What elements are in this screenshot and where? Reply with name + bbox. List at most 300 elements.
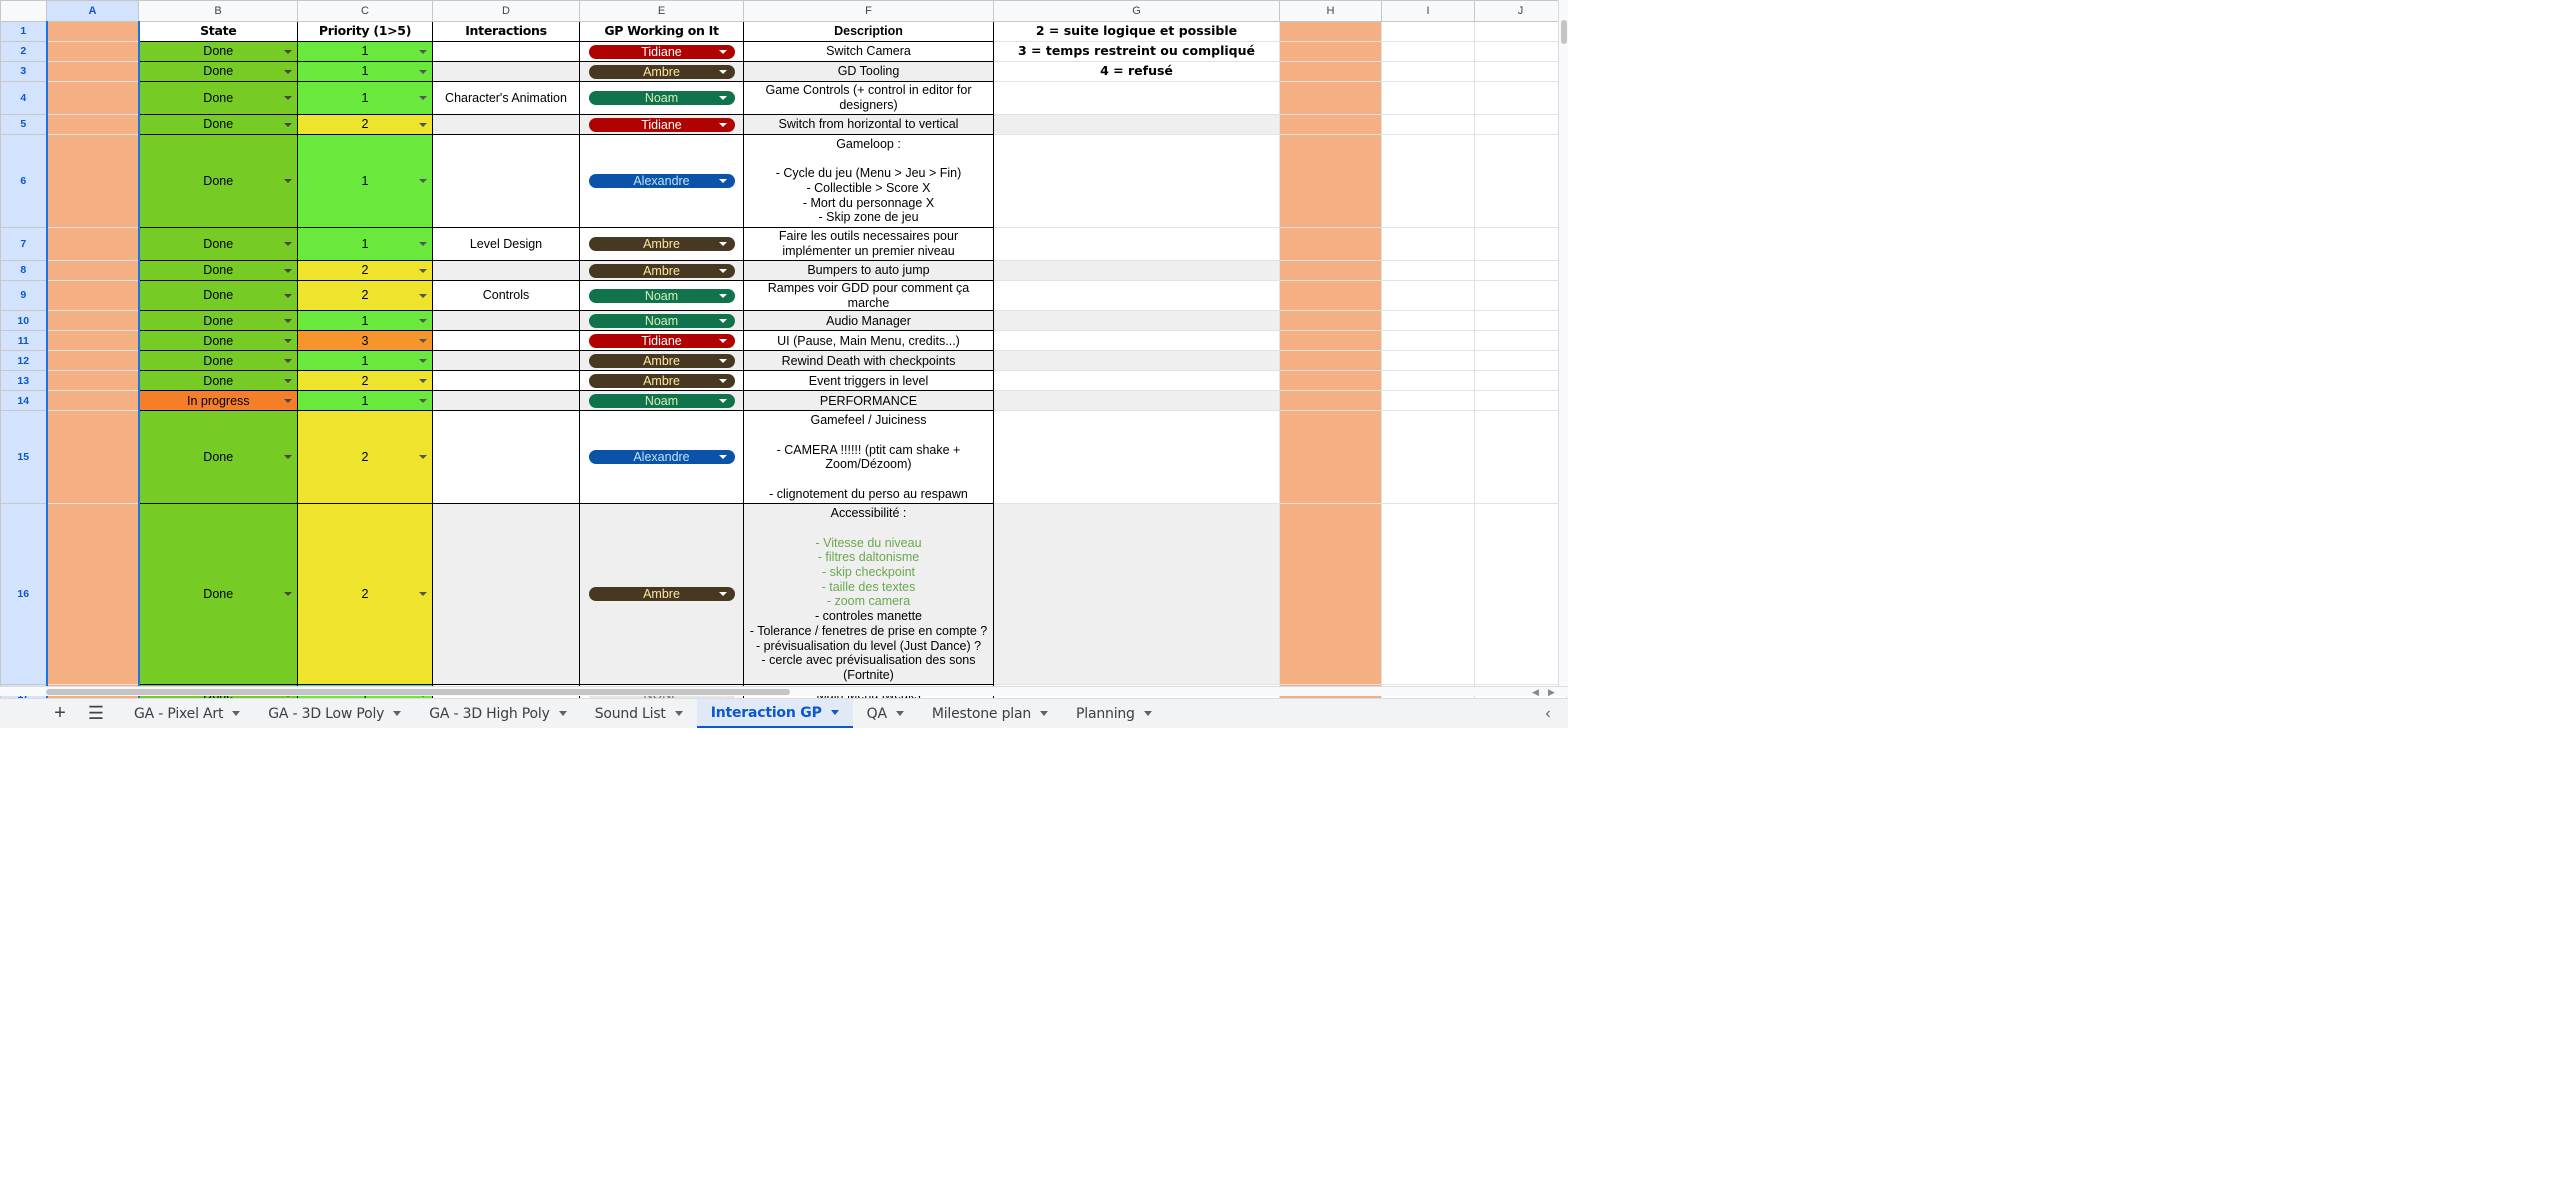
interactions-cell[interactable] bbox=[433, 411, 580, 504]
horizontal-scrollbar[interactable] bbox=[0, 686, 1568, 696]
table-row bbox=[1, 331, 1567, 351]
triangle-down-icon[interactable] bbox=[419, 123, 427, 127]
table-row bbox=[1, 281, 1567, 311]
column-header-e[interactable]: E bbox=[580, 1, 744, 22]
column-i-cell[interactable] bbox=[1382, 115, 1475, 135]
row-header[interactable]: 14 bbox=[1, 391, 47, 411]
column-a-cell[interactable] bbox=[47, 351, 139, 371]
triangle-down-icon[interactable] bbox=[284, 319, 292, 323]
description-cell[interactable] bbox=[744, 504, 994, 685]
description-cell[interactable] bbox=[744, 331, 994, 351]
interactions-cell[interactable] bbox=[433, 62, 580, 82]
tab-ga-3d-high-poly[interactable] bbox=[415, 699, 580, 728]
state-dropdown[interactable] bbox=[139, 281, 298, 311]
interactions-cell[interactable] bbox=[433, 331, 580, 351]
column-i-cell[interactable] bbox=[1382, 311, 1475, 331]
column-h-cell[interactable] bbox=[1280, 82, 1382, 115]
row-header-1[interactable]: 1 bbox=[1, 22, 47, 42]
column-header-g[interactable]: G bbox=[994, 1, 1280, 22]
tab-interaction-gp[interactable] bbox=[697, 699, 853, 728]
gp-chip-dropdown[interactable] bbox=[589, 450, 735, 464]
state-dropdown[interactable] bbox=[139, 351, 298, 371]
triangle-down-icon[interactable] bbox=[419, 242, 427, 246]
column-g-cell[interactable] bbox=[994, 331, 1280, 351]
priority-dropdown[interactable] bbox=[298, 311, 433, 331]
sheet-tab-bar bbox=[0, 698, 1568, 728]
column-h-cell[interactable] bbox=[1280, 391, 1382, 411]
gp-cell[interactable] bbox=[580, 311, 744, 331]
column-g-cell[interactable] bbox=[994, 261, 1280, 281]
triangle-down-icon[interactable] bbox=[284, 359, 292, 363]
table-row bbox=[1, 504, 1567, 685]
column-g-cell[interactable] bbox=[994, 371, 1280, 391]
state-value: Done bbox=[203, 117, 234, 132]
triangle-down-icon[interactable] bbox=[719, 379, 727, 383]
cell-j1[interactable] bbox=[1475, 22, 1567, 42]
column-i-cell[interactable] bbox=[1382, 228, 1475, 261]
table-row bbox=[1, 42, 1567, 62]
column-g-cell[interactable] bbox=[994, 228, 1280, 261]
gp-header[interactable]: GP Working on It bbox=[580, 22, 744, 42]
interactions-cell[interactable] bbox=[433, 261, 580, 281]
interactions-cell[interactable] bbox=[433, 351, 580, 371]
triangle-down-icon[interactable] bbox=[719, 242, 727, 246]
row-header[interactable]: 10 bbox=[1, 311, 47, 331]
triangle-down-icon[interactable] bbox=[719, 339, 727, 343]
description-cell[interactable] bbox=[744, 371, 994, 391]
triangle-down-icon[interactable] bbox=[419, 359, 427, 363]
triangle-down-icon[interactable] bbox=[419, 319, 427, 323]
column-j-cell[interactable] bbox=[1475, 391, 1567, 411]
interactions-cell[interactable] bbox=[433, 371, 580, 391]
column-a-cell[interactable] bbox=[47, 228, 139, 261]
column-j-cell[interactable] bbox=[1475, 411, 1567, 504]
chevron-down-icon[interactable] bbox=[1040, 711, 1048, 716]
triangle-down-icon[interactable] bbox=[284, 339, 292, 343]
column-g-cell[interactable] bbox=[994, 135, 1280, 228]
state-dropdown[interactable] bbox=[139, 228, 298, 261]
state-dropdown[interactable] bbox=[139, 261, 298, 281]
column-i-cell[interactable] bbox=[1382, 411, 1475, 504]
chevron-down-icon[interactable] bbox=[559, 711, 567, 716]
gp-chip-dropdown[interactable] bbox=[589, 314, 735, 328]
gp-chip-dropdown[interactable] bbox=[589, 174, 735, 188]
priority-value: 1 bbox=[361, 313, 369, 328]
column-j-cell[interactable] bbox=[1475, 228, 1567, 261]
cell-a1[interactable] bbox=[47, 22, 139, 42]
triangle-down-icon[interactable] bbox=[284, 294, 292, 298]
gp-chip-dropdown[interactable] bbox=[589, 587, 735, 601]
scroll-left-icon[interactable]: ◀ bbox=[1532, 687, 1539, 697]
gp-cell[interactable] bbox=[580, 504, 744, 685]
description-cell[interactable] bbox=[744, 261, 994, 281]
state-header[interactable]: State bbox=[139, 22, 298, 42]
priority-dropdown[interactable] bbox=[298, 411, 433, 504]
description-cell[interactable] bbox=[744, 311, 994, 331]
column-i-cell[interactable] bbox=[1382, 82, 1475, 115]
priority-dropdown[interactable] bbox=[298, 62, 433, 82]
priority-dropdown[interactable] bbox=[298, 42, 433, 62]
description-line: - prévisualisation du level (Just Dance) ? bbox=[755, 638, 982, 653]
triangle-down-icon[interactable] bbox=[284, 96, 292, 100]
column-a-cell[interactable] bbox=[47, 311, 139, 331]
row-header[interactable]: 5 bbox=[1, 115, 47, 135]
gp-cell[interactable] bbox=[580, 331, 744, 351]
column-j-cell[interactable] bbox=[1475, 261, 1567, 281]
column-g-cell[interactable] bbox=[994, 351, 1280, 371]
cell-i1[interactable] bbox=[1382, 22, 1475, 42]
column-h-cell[interactable] bbox=[1280, 411, 1382, 504]
priority-dropdown[interactable] bbox=[298, 391, 433, 411]
column-i-cell[interactable] bbox=[1382, 331, 1475, 351]
column-header-i[interactable]: I bbox=[1382, 1, 1475, 22]
description-cell[interactable] bbox=[744, 115, 994, 135]
chevron-down-icon[interactable] bbox=[232, 711, 240, 716]
gp-cell[interactable] bbox=[580, 371, 744, 391]
interactions-cell[interactable] bbox=[433, 391, 580, 411]
column-a-cell[interactable] bbox=[47, 42, 139, 62]
column-header-j[interactable]: J bbox=[1475, 1, 1567, 22]
priority-dropdown[interactable] bbox=[298, 371, 433, 391]
state-dropdown[interactable] bbox=[139, 115, 298, 135]
column-h-cell[interactable] bbox=[1280, 135, 1382, 228]
tab-planning[interactable] bbox=[1062, 699, 1166, 728]
triangle-down-icon[interactable] bbox=[719, 50, 727, 54]
gp-name: Ambre bbox=[643, 64, 680, 79]
column-i-cell[interactable] bbox=[1382, 391, 1475, 411]
column-header-b[interactable]: B bbox=[139, 1, 298, 22]
column-j-cell[interactable] bbox=[1475, 281, 1567, 311]
row-header[interactable]: 11 bbox=[1, 331, 47, 351]
gp-chip-dropdown[interactable] bbox=[589, 334, 735, 348]
column-h-cell[interactable] bbox=[1280, 115, 1382, 135]
gp-chip-dropdown[interactable] bbox=[589, 118, 735, 132]
gp-chip-dropdown[interactable] bbox=[589, 45, 735, 59]
column-j-cell[interactable] bbox=[1475, 115, 1567, 135]
column-i-cell[interactable] bbox=[1382, 351, 1475, 371]
description-line: Gameloop : bbox=[836, 136, 901, 151]
chevron-down-icon[interactable] bbox=[1144, 711, 1152, 716]
menu-icon[interactable]: ☰ bbox=[87, 703, 105, 723]
triangle-down-icon[interactable] bbox=[419, 399, 427, 403]
gp-cell[interactable] bbox=[580, 228, 744, 261]
description-header[interactable]: Description bbox=[744, 22, 994, 42]
description-line: - filtres daltonisme bbox=[817, 550, 920, 565]
row-header[interactable]: 15 bbox=[1, 411, 47, 504]
column-g-cell[interactable] bbox=[994, 504, 1280, 685]
interactions-cell[interactable] bbox=[433, 115, 580, 135]
tab-milestone-plan[interactable] bbox=[918, 699, 1062, 728]
column-a-cell[interactable] bbox=[47, 135, 139, 228]
triangle-down-icon[interactable] bbox=[419, 339, 427, 343]
column-h-cell[interactable] bbox=[1280, 504, 1382, 685]
gp-chip-dropdown[interactable] bbox=[589, 264, 735, 278]
column-i-cell[interactable] bbox=[1382, 261, 1475, 281]
description-line: GD Tooling bbox=[837, 64, 900, 79]
interactions-cell[interactable]: Level Design bbox=[433, 228, 580, 261]
column-header-a[interactable]: A bbox=[47, 1, 139, 22]
description-line: - Cycle du jeu (Menu > Jeu > Fin) bbox=[775, 166, 962, 181]
column-a-cell[interactable] bbox=[47, 281, 139, 311]
state-dropdown[interactable] bbox=[139, 411, 298, 504]
gp-name: Tidiane bbox=[641, 333, 682, 348]
description-cell[interactable] bbox=[744, 351, 994, 371]
row-header[interactable]: 9 bbox=[1, 281, 47, 311]
column-a-cell[interactable] bbox=[47, 261, 139, 281]
gp-cell[interactable] bbox=[580, 135, 744, 228]
gp-chip-dropdown[interactable] bbox=[589, 91, 735, 105]
priority-dropdown[interactable] bbox=[298, 504, 433, 685]
triangle-down-icon[interactable] bbox=[284, 50, 292, 54]
column-g-cell[interactable] bbox=[994, 311, 1280, 331]
description-cell[interactable] bbox=[744, 228, 994, 261]
triangle-down-icon[interactable] bbox=[719, 294, 727, 298]
triangle-down-icon[interactable] bbox=[719, 319, 727, 323]
triangle-down-icon[interactable] bbox=[719, 123, 727, 127]
state-value: Done bbox=[203, 44, 234, 59]
triangle-down-icon[interactable] bbox=[419, 269, 427, 273]
description-cell[interactable] bbox=[744, 135, 994, 228]
priority-header[interactable]: Priority (1>5) bbox=[298, 22, 433, 42]
triangle-down-icon[interactable] bbox=[719, 179, 727, 183]
row-header[interactable]: 2 bbox=[1, 42, 47, 62]
triangle-down-icon[interactable] bbox=[419, 379, 427, 383]
chevron-left-icon[interactable]: ‹ bbox=[1545, 704, 1551, 722]
column-h-cell[interactable] bbox=[1280, 281, 1382, 311]
column-h-cell[interactable] bbox=[1280, 62, 1382, 82]
column-a-cell[interactable] bbox=[47, 62, 139, 82]
priority-dropdown[interactable] bbox=[298, 261, 433, 281]
column-h-cell[interactable] bbox=[1280, 331, 1382, 351]
state-dropdown[interactable] bbox=[139, 371, 298, 391]
gp-chip-dropdown[interactable] bbox=[589, 354, 735, 368]
gp-cell[interactable] bbox=[580, 351, 744, 371]
gp-cell[interactable] bbox=[580, 62, 744, 82]
sheet-grid[interactable] bbox=[0, 0, 1568, 686]
state-dropdown[interactable] bbox=[139, 331, 298, 351]
triangle-down-icon[interactable] bbox=[419, 50, 427, 54]
vertical-scrollbar[interactable] bbox=[1558, 0, 1568, 686]
column-a-cell[interactable] bbox=[47, 411, 139, 504]
triangle-down-icon[interactable] bbox=[284, 379, 292, 383]
gp-cell[interactable] bbox=[580, 411, 744, 504]
gp-chip-dropdown[interactable] bbox=[589, 394, 735, 408]
column-h-cell[interactable] bbox=[1280, 42, 1382, 62]
state-dropdown[interactable] bbox=[139, 82, 298, 115]
scroll-right-icon[interactable]: ▶ bbox=[1548, 687, 1555, 697]
priority-dropdown[interactable] bbox=[298, 115, 433, 135]
triangle-down-icon[interactable] bbox=[419, 96, 427, 100]
select-all-corner[interactable] bbox=[1, 1, 47, 22]
gp-chip-dropdown[interactable] bbox=[589, 65, 735, 79]
interactions-cell[interactable] bbox=[433, 504, 580, 685]
description-line: - Skip zone de jeu bbox=[818, 210, 919, 225]
priority-dropdown[interactable] bbox=[298, 281, 433, 311]
column-j-cell[interactable] bbox=[1475, 504, 1567, 685]
description-cell[interactable] bbox=[744, 411, 994, 504]
triangle-down-icon[interactable] bbox=[284, 179, 292, 183]
interactions-cell[interactable] bbox=[433, 135, 580, 228]
triangle-down-icon[interactable] bbox=[719, 399, 727, 403]
column-i-cell[interactable] bbox=[1382, 42, 1475, 62]
interactions-header[interactable]: Interactions bbox=[433, 22, 580, 42]
tab-ga-pixel-art[interactable] bbox=[120, 699, 254, 728]
column-h-cell[interactable] bbox=[1280, 228, 1382, 261]
vertical-scroll-thumb[interactable] bbox=[1561, 20, 1567, 44]
triangle-down-icon[interactable] bbox=[419, 70, 427, 74]
triangle-down-icon[interactable] bbox=[719, 70, 727, 74]
state-value: Done bbox=[203, 263, 234, 278]
table-row bbox=[1, 351, 1567, 371]
row-header[interactable]: 3 bbox=[1, 62, 47, 82]
triangle-down-icon[interactable] bbox=[719, 269, 727, 273]
triangle-down-icon[interactable] bbox=[284, 70, 292, 74]
description-cell[interactable] bbox=[744, 42, 994, 62]
column-j-cell[interactable] bbox=[1475, 62, 1567, 82]
gp-name: Tidiane bbox=[641, 117, 682, 132]
column-i-cell[interactable] bbox=[1382, 281, 1475, 311]
description-cell[interactable] bbox=[744, 281, 994, 311]
description-cell[interactable] bbox=[744, 62, 994, 82]
state-dropdown[interactable] bbox=[139, 62, 298, 82]
triangle-down-icon[interactable] bbox=[419, 455, 427, 459]
table-row bbox=[1, 228, 1567, 261]
cell-h1[interactable] bbox=[1280, 22, 1382, 42]
legend-line[interactable]: 3 = temps restreint ou compliqué bbox=[994, 42, 1280, 62]
column-header-d[interactable]: D bbox=[433, 1, 580, 22]
gp-chip-dropdown[interactable] bbox=[589, 374, 735, 388]
triangle-down-icon[interactable] bbox=[284, 399, 292, 403]
column-h-cell[interactable] bbox=[1280, 371, 1382, 391]
state-dropdown[interactable] bbox=[139, 311, 298, 331]
column-a-cell[interactable] bbox=[47, 504, 139, 685]
triangle-down-icon[interactable] bbox=[419, 179, 427, 183]
column-i-cell[interactable] bbox=[1382, 504, 1475, 685]
priority-dropdown[interactable] bbox=[298, 331, 433, 351]
column-a-cell[interactable] bbox=[47, 371, 139, 391]
interactions-cell[interactable] bbox=[433, 311, 580, 331]
tab-sound-list[interactable] bbox=[581, 699, 697, 728]
tab-label: GA - 3D High Poly bbox=[429, 705, 550, 722]
state-dropdown[interactable] bbox=[139, 504, 298, 685]
row-header[interactable]: 13 bbox=[1, 371, 47, 391]
tab-qa[interactable] bbox=[853, 699, 918, 728]
column-j-cell[interactable] bbox=[1475, 311, 1567, 331]
row-header[interactable]: 7 bbox=[1, 228, 47, 261]
chevron-down-icon[interactable] bbox=[675, 711, 683, 716]
priority-dropdown[interactable] bbox=[298, 228, 433, 261]
column-g-cell[interactable] bbox=[994, 391, 1280, 411]
column-a-cell[interactable] bbox=[47, 115, 139, 135]
state-dropdown[interactable] bbox=[139, 135, 298, 228]
legend-line[interactable]: 4 = refusé bbox=[994, 62, 1280, 82]
column-a-cell[interactable] bbox=[47, 331, 139, 351]
gp-cell[interactable] bbox=[580, 115, 744, 135]
chevron-down-icon[interactable] bbox=[896, 711, 904, 716]
column-g-cell[interactable] bbox=[994, 115, 1280, 135]
gp-chip-dropdown[interactable] bbox=[589, 289, 735, 303]
triangle-down-icon[interactable] bbox=[719, 96, 727, 100]
column-header-f[interactable]: F bbox=[744, 1, 994, 22]
state-dropdown[interactable] bbox=[139, 42, 298, 62]
interactions-cell[interactable]: Controls bbox=[433, 281, 580, 311]
chevron-down-icon[interactable] bbox=[831, 710, 839, 715]
priority-value: 1 bbox=[361, 353, 369, 368]
triangle-down-icon[interactable] bbox=[284, 592, 292, 596]
triangle-down-icon[interactable] bbox=[284, 123, 292, 127]
column-j-cell[interactable] bbox=[1475, 82, 1567, 115]
gp-cell[interactable] bbox=[580, 42, 744, 62]
gp-cell[interactable] bbox=[580, 82, 744, 115]
priority-dropdown[interactable] bbox=[298, 351, 433, 371]
column-g-cell[interactable] bbox=[994, 82, 1280, 115]
column-header-c[interactable]: C bbox=[298, 1, 433, 22]
column-g-cell[interactable] bbox=[994, 281, 1280, 311]
triangle-down-icon[interactable] bbox=[284, 269, 292, 273]
state-dropdown[interactable] bbox=[139, 391, 298, 411]
column-h-cell[interactable] bbox=[1280, 261, 1382, 281]
column-i-cell[interactable] bbox=[1382, 135, 1475, 228]
tab-ga-3d-low-poly[interactable] bbox=[254, 699, 415, 728]
priority-dropdown[interactable] bbox=[298, 135, 433, 228]
row-header[interactable]: 6 bbox=[1, 135, 47, 228]
description-cell[interactable] bbox=[744, 82, 994, 115]
triangle-down-icon[interactable] bbox=[719, 455, 727, 459]
description-cell[interactable] bbox=[744, 391, 994, 411]
description-line: Gamefeel / Juiciness bbox=[810, 413, 927, 428]
gp-name: Tidiane bbox=[641, 44, 682, 59]
interactions-cell[interactable]: Character's Animation bbox=[433, 82, 580, 115]
horizontal-scroll-thumb[interactable] bbox=[46, 689, 790, 695]
column-g-cell[interactable] bbox=[994, 411, 1280, 504]
chevron-down-icon[interactable] bbox=[393, 711, 401, 716]
triangle-down-icon[interactable] bbox=[284, 242, 292, 246]
gp-cell[interactable] bbox=[580, 261, 744, 281]
description-line: Game Controls (+ control in editor for bbox=[765, 83, 972, 98]
plus-icon[interactable]: + bbox=[54, 702, 66, 724]
column-i-cell[interactable] bbox=[1382, 371, 1475, 391]
row-header[interactable]: 4 bbox=[1, 82, 47, 115]
column-h-cell[interactable] bbox=[1280, 351, 1382, 371]
triangle-down-icon[interactable] bbox=[719, 592, 727, 596]
column-header-h[interactable]: H bbox=[1280, 1, 1382, 22]
state-value: Done bbox=[203, 288, 234, 303]
legend-line-1[interactable]: 2 = suite logique et possible bbox=[994, 22, 1280, 42]
row-header[interactable]: 12 bbox=[1, 351, 47, 371]
row-header[interactable]: 8 bbox=[1, 261, 47, 281]
column-i-cell[interactable] bbox=[1382, 62, 1475, 82]
triangle-down-icon[interactable] bbox=[284, 455, 292, 459]
column-j-cell[interactable] bbox=[1475, 135, 1567, 228]
triangle-down-icon[interactable] bbox=[719, 359, 727, 363]
interactions-cell[interactable] bbox=[433, 42, 580, 62]
column-j-cell[interactable] bbox=[1475, 331, 1567, 351]
column-a-cell[interactable] bbox=[47, 82, 139, 115]
column-j-cell[interactable] bbox=[1475, 351, 1567, 371]
column-a-cell[interactable] bbox=[47, 391, 139, 411]
column-j-cell[interactable] bbox=[1475, 42, 1567, 62]
triangle-down-icon[interactable] bbox=[419, 592, 427, 596]
triangle-down-icon[interactable] bbox=[419, 294, 427, 298]
gp-cell[interactable] bbox=[580, 281, 744, 311]
column-h-cell[interactable] bbox=[1280, 311, 1382, 331]
priority-value: 1 bbox=[361, 44, 369, 59]
gp-chip-dropdown[interactable] bbox=[589, 237, 735, 251]
gp-cell[interactable] bbox=[580, 391, 744, 411]
priority-dropdown[interactable] bbox=[298, 82, 433, 115]
column-j-cell[interactable] bbox=[1475, 371, 1567, 391]
row-header[interactable]: 16 bbox=[1, 504, 47, 685]
